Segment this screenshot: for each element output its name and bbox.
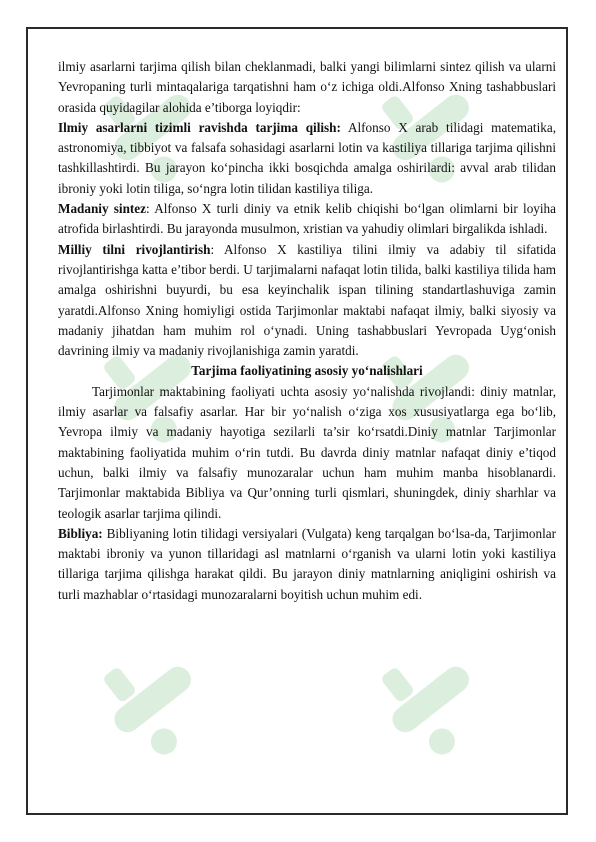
item-term: Madaniy sintez [58, 201, 147, 217]
item-systematic-translation [58, 118, 556, 199]
item-text: Bibliyaning lotin tilidagi versiyalari (Vulgata) keng tarqalgan bo‘lsa-da, Tarjimonlar maktabi ibroniy va yunon tillaridagi asl matnlarni o‘rganish va ularni lotin yoki kastiliya tillariga tarjima qilishga harakat qildi. Bu jarayon diniy matnlarning aniqligini oshirish va turli mazhablar o‘rtasidagi munozaralarni boyitish uchun muhim edi. [58, 525, 556, 602]
document-body [58, 57, 556, 605]
item-text: : Alfonso X turli diniy va etnik kelib chiqishi bo‘lgan olimlarni bir loyiha atrofida birlashtirdi. Bu jarayonda musulmon, xristian va yahudiy olimlari birgalikda ishladi. [58, 201, 556, 237]
item-term: Ilmiy asarlarni tizimli ravishda tarjima qilish: [58, 119, 341, 135]
section-paragraph: Tarjimonlar maktabining faoliyati uchta asosiy yo‘nalishda rivojlandi: diniy matnlar, ilmiy asarlar va falsafiy asarlar. Har bir yo‘nalish o‘ziga xos xususiyatlarga ega bo‘lib, Yevropa ilmiy va madaniy hayotiga sezilarli ta’sir ko‘rsatdi.Diniy matnlar Tarjimonlar maktabining faoliyatida muhim o‘rin tutdi. Bu davrda diniy matnlar nafaqat diniy e’tiqod uchun, balki ilmiy va falsafiy munozaralar uchun ham muhim manba hisoblanardi. Tarjimonlar maktabida Bibliya va Qur’onning turli qismlari, shuningdek, diniy sharhlar va teologik asarlar tarjima qilindi. [58, 383, 556, 521]
item-cultural-synthesis [58, 199, 556, 240]
item-text: : Alfonso X kastiliya tilini ilmiy va adabiy til sifatida rivojlantirishga katta e’tibor berdi. U tarjimalarni nafaqat lotin tilida, balki kastiliya tilida ham amalga oshirishni buyurdi, bu esa keyinchalik ispan tilining standartlashuviga zamin yaratdi.Alfonso Xning homiyligi ostida Tarjimonlar maktabi nafaqat ilmiy, balki siyosiy va madaniy jihatdan ham muhim rol o‘ynadi. Uning tashabbuslari Yevropada Uyg‘onish davrining ilmiy va madaniy rivojlanishiga zamin yaratdi. [58, 241, 556, 359]
intro-paragraph: ilmiy asarlarni tarjima qilish bilan cheklanmadi, balki yangi bilimlarni sintez qilish va ularni Yevropaning turli mintaqalariga tarqatishni ham o‘z ichiga oldi.Alfonso Xning tashabbuslari orasida quyidagilar alohida e’tiborga loyiqdir: [58, 59, 556, 115]
item-bible [58, 524, 556, 605]
section-heading: Tarjima faoliyatining asosiy yo‘nalishlari [191, 363, 423, 379]
item-term: Bibliya: [58, 525, 103, 541]
item-national-language [58, 240, 556, 362]
item-term: Milliy tilni rivojlantirish [58, 241, 211, 257]
item-text: Alfonso X arab tilidagi matematika, astronomiya, tibbiyot va falsafa sohasidagi asarlarni lotin va kastiliya tillariga tarjima qilishni tashkillashtirdi. Bu jarayon ko‘pincha ikki bosqichda amalga oshirilardi: avval arab tilidan ibroniy yoki lotin tiliga, so‘ngra lotin tilidan kastiliya tiliga. [58, 119, 556, 196]
